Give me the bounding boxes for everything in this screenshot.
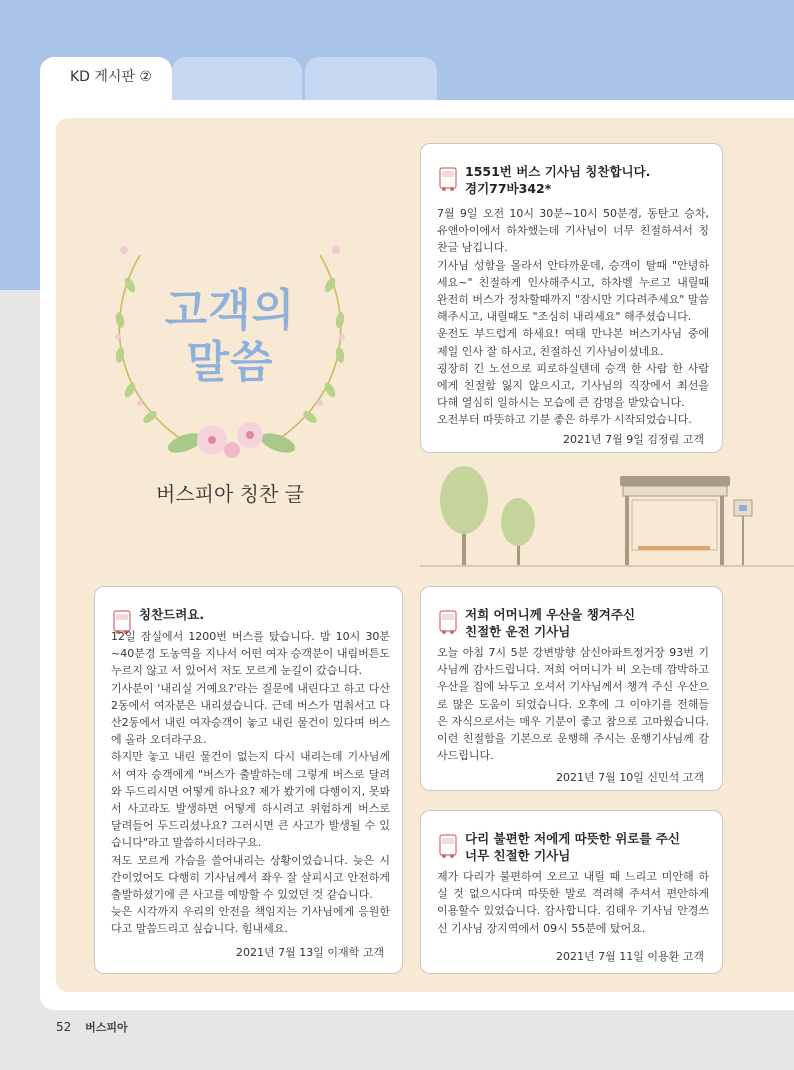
- hero-title-line1: 고객의: [164, 285, 296, 336]
- post-paragraph: 굉장히 긴 노선으로 피로하실텐데 승객 한 사람 한 사람에게 친절함 잃지 않으시고, 기사님의 직장에서 최선을 다해 열심히 일하시는 모습에 큰 감명을 받았습니다.: [437, 361, 709, 410]
- post-card-3: [420, 586, 723, 791]
- post-paragraph: 기사님 성함을 몰라서 안타까운데, 승객이 탈때 "안녕하세요~" 친절하게 인사해주시고, 하차벨 누르고 내릴때 완전히 버스가 정차할때까지 "잠시만 기다려주세요" 말씀해주시고, 내릴때도 "조심히 내리세요" 해주셨습니다.: [437, 258, 709, 324]
- post-paragraph: 제가 다리가 불편하여 오르고 내릴 때 느리고 미안해 하실 것 없으시다며 따뜻한 말로 격려해 주셔서 편안하게 이용할수 있었습니다. 감사합니다. 김태우 기사님 안경쓰신 기사님 장지역에서 09시 55분에 탔어요.: [437, 870, 709, 935]
- post-body: [111, 628, 390, 938]
- tree-icon: [501, 498, 535, 567]
- post-title: [465, 830, 680, 864]
- post-paragraph: 7월 9일 오전 10시 30분~10시 50분경, 동탄고 승차, 유앤아이에서 하차했는데 기사님이 너무 친절하셔서 칭찬글 남깁니다.: [437, 207, 709, 255]
- post-body: [437, 868, 709, 937]
- magazine-name: 버스피아: [85, 1021, 128, 1034]
- post-signature: 2021년 7월 11일 이용환 고객: [556, 950, 704, 963]
- tree-icon: [440, 466, 488, 565]
- post-signature: 2021년 7월 13일 이재학 고객: [236, 946, 384, 959]
- post-card-4: [420, 810, 723, 974]
- post-card-1: [420, 143, 723, 453]
- post-paragraph: 12일 잠실에서 1200번 버스를 탔습니다. 밤 10시 30분~40분경 도농역을 지나서 어떤 여자 승객분이 내림버튼도 누르지 않고 서 있어서 저도 모르게 눈길이 갔습니다.: [111, 630, 390, 678]
- bus-stop-scene: [420, 460, 794, 580]
- post-paragraph: 오전부터 따뜻하고 기분 좋은 하루가 시작되었습니다.: [437, 413, 692, 427]
- post-title: [139, 606, 204, 623]
- bus-stop-sign-icon: [734, 500, 752, 566]
- post-paragraph: 오늘 아침 7시 5분 강변방향 삼신아파트정거장 93번 기사님께 감사드립니다. 저희 어머니가 비 오는데 깜박하고 우산을 집에 놔두고 오셔서 기사님께서 챙겨 주신 우산으로 많은 도움이 되었습니다. 오후에 그 이야기를 전해들은 자식으로서는 매우 기분이 좋고 참으로 고마웠습니다. 이런 친절함을 기본으로 운행해 주시는 운행기사님께 감사드립니다.: [437, 646, 709, 763]
- post-title-line2: 너무 친절한 기사님: [465, 848, 571, 863]
- post-paragraph: 기사분이 '내리실 거예요?'라는 질문에 내린다고 하고 다산2동에서 여자분은 내리셨습니다. 근데 버스가 멈춰서고 다산2동에서 내린 여자승객이 놓고 내린 물건이 있다며 버스에 올라 오더라구요.: [111, 681, 390, 747]
- post-paragraph: 운전도 부드럽게 하세요! 여태 만나본 버스기사님 중에 제일 인사 잘 하시고, 친절하신 기사님이셨네요.: [437, 327, 709, 358]
- post-paragraph: 하지만 놓고 내린 물건이 없는지 다시 내리는데 기사님께서 여자 승객에게 "버스가 출발하는데 그렇게 버스로 달려와 두드리시면 어떻게 하나요? 제가 봤기에 다행이지, 못봐서 사고라도 발생하면 어떻게 하시려고 위험하게 버스로 달려들어 두드리셨나요? 그러시면 큰 사고가 발생될 수 있습니다"라고 말씀하시더라구요.: [111, 750, 390, 850]
- post-title-line1: 저희 어머니께 우산을 챙겨주신: [465, 607, 636, 622]
- hero-title: [110, 285, 350, 389]
- bus-icon: [439, 833, 457, 859]
- post-title-line1: 1551번 버스 기사님 칭찬합니다.: [465, 164, 651, 179]
- post-paragraph: 늦은 시각까지 우리의 안전을 책임지는 기사님에게 응원한다고 말씀드리고 싶습니다. 힘내세요.: [111, 905, 390, 936]
- hero-subtitle: 버스피아 칭찬 글: [156, 482, 304, 506]
- post-paragraph: 저도 모르게 가슴을 쓸어내리는 상황이었습니다. 늦은 시간이었어도 다행히 기사님께서 좌우 잘 살피시고 안전하게 출발하셨기에 큰 사고를 예방할 수 있었던 것 같습니다.: [111, 853, 390, 902]
- post-body: [437, 205, 709, 429]
- page-folio: [56, 1019, 128, 1035]
- post-title-line2: 친절한 운전 기사님: [465, 624, 571, 639]
- post-card-2: [94, 586, 403, 974]
- post-title-line2: 경기77바342*: [465, 181, 552, 196]
- post-title-line1: 칭찬드려요.: [139, 607, 205, 622]
- hero-title-line2: 말씀: [186, 337, 274, 388]
- bus-icon: [439, 166, 457, 192]
- post-signature: 2021년 7월 9일 김정림 고객: [563, 433, 704, 446]
- post-title: [465, 606, 635, 640]
- bus-stop-icon: [620, 476, 730, 566]
- tab-label: KD 게시판 ②: [70, 69, 152, 85]
- page-number: 52: [56, 1020, 72, 1034]
- post-signature: 2021년 7월 10일 신민석 고객: [556, 771, 704, 784]
- post-title-line1: 다리 불편한 저에게 따뜻한 위로를 주신: [465, 831, 680, 846]
- post-body: [437, 644, 709, 764]
- bus-icon: [439, 609, 457, 635]
- post-title: [465, 163, 650, 197]
